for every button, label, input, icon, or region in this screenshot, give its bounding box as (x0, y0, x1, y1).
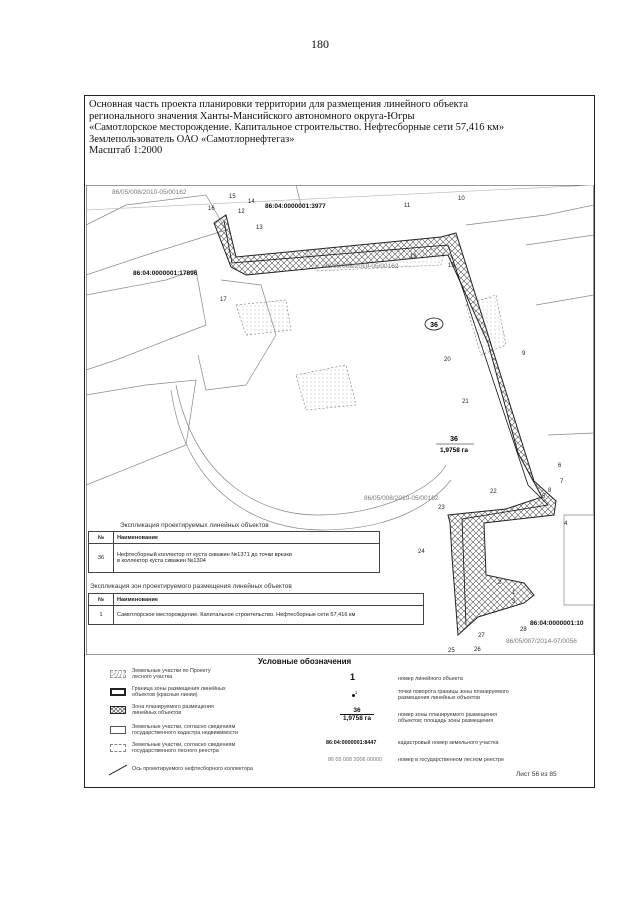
point-23: 23 (438, 505, 445, 511)
legend-swatch-forest-registry (110, 744, 126, 752)
legend-item-1-line-1: Земельные участки по Проекту (132, 668, 211, 674)
legend-text-zone-2: объектов; площадь зоны размещения (398, 718, 494, 725)
point-17: 17 (220, 297, 227, 303)
cadastral-label-left: 86:04:0000001:17896 (133, 270, 198, 277)
legend-item-forest-registry (132, 742, 235, 754)
legend-item-3-line-2: линейных объектов (132, 710, 182, 717)
objects-row-name-line-2: в коллектор куста скважин №1304 (117, 558, 206, 564)
point-11: 11 (404, 203, 411, 209)
legend-swatch-zone-boundary (110, 688, 126, 696)
sheet-header (89, 99, 504, 157)
point-20: 20 (444, 357, 451, 363)
point-19: 19 (448, 263, 455, 269)
legend-sym-forest-number: 86 05 008 2006 00000 (328, 757, 382, 763)
legend-text-forest-number: номер в государственном лесном реестре (398, 757, 505, 763)
point-15: 15 (229, 194, 236, 200)
legend-swatch-planned-zone (110, 706, 126, 714)
point-4: 4 (564, 521, 568, 527)
objects-table (88, 531, 380, 573)
legend-item-3-line-1: Зона планируемого размещения (132, 704, 214, 710)
point-2: 2 (498, 580, 502, 586)
header-line-1: Основная часть проекта планировки территории для размещения линейного объекта (89, 99, 469, 110)
point-27: 27 (478, 633, 485, 639)
zones-col-name: Наименование (114, 594, 424, 606)
legend-text-zone (398, 712, 497, 724)
legend-text-turning-point-1: точки поворота границы зоны планируемого (398, 689, 509, 695)
point-26: 26 (474, 647, 481, 653)
cadastral-label-top-left: 86/05/008/2010-05/00162 (112, 189, 187, 196)
objects-row-num: 36 (89, 544, 114, 573)
zones-col-num: № (89, 594, 114, 606)
point-6: 6 (558, 463, 562, 469)
legend-sym-zone (340, 707, 374, 722)
point-24: 24 (418, 549, 425, 555)
cadastral-label-right: 86/05/008/2010-05/00162 (364, 495, 439, 502)
legend-item-forest-project (132, 668, 211, 680)
objects-row-name-line-1: Нефтесборный коллектор от куста скважин №1371 до точки врезки (117, 552, 292, 558)
cadastral-label-bottom-gray: 86/05/007/2014-07/0056 (506, 638, 577, 645)
zones-row-num: 1 (89, 606, 114, 625)
zone-number: 36 (430, 322, 438, 329)
cadastral-label-mid: 86/05/008/2010-05/00162 (324, 263, 399, 270)
legend-item-4-line-1: Земельные участки, согласно сведениям (132, 724, 236, 730)
legend-item-pipeline-axis: Ось проектируемого нефтесборного коллектора (132, 766, 253, 772)
legend-item-5-line-1: Земельные участки, согласно сведениям (132, 742, 236, 748)
legend-sym-turning-point-num: 1 (355, 690, 358, 695)
legend-item-4-line-2: государственного кадастра недвижимости (132, 730, 239, 737)
legend-item-1-line-2: лесного участка (132, 674, 173, 681)
point-1: 1 (512, 590, 516, 596)
legend-title: Условные обозначения (258, 657, 352, 666)
point-25: 25 (448, 648, 455, 654)
page-number: 180 (311, 37, 329, 51)
header-line-4: Землепользователь ОАО «Самотлорнефтегаз» (89, 133, 295, 145)
legend-item-planned-zone (132, 704, 214, 716)
point-16: 16 (208, 206, 215, 212)
zones-row-name: Самотлорское месторождение. Капитальное строительство. Нефтесборные сети 57,416 км (114, 606, 424, 625)
point-8: 8 (548, 488, 552, 494)
point-14: 14 (248, 199, 255, 205)
objects-col-num: № (89, 532, 114, 544)
legend-swatch-pipeline-axis (108, 764, 128, 776)
point-18: 18 (410, 254, 417, 260)
point-3: 3 (512, 599, 516, 605)
point-13: 13 (256, 225, 263, 231)
legend-swatch-cadastre (110, 726, 126, 734)
objects-table-title: Экспликация проектируемых линейных объектов (120, 522, 269, 529)
legend-sym-cadastral: 86:04:0000001:8447 (326, 740, 377, 746)
legend-swatch-forest-project (110, 670, 126, 678)
point-22: 22 (490, 489, 497, 495)
legend-sym-object-number: 1 (350, 672, 356, 682)
legend-text-cadastral: кадастровый номер земельного участка (398, 740, 499, 746)
legend-text-turning-point (398, 689, 509, 701)
zone-label-area: 1,9758 га (439, 447, 469, 454)
point-9: 9 (522, 351, 526, 357)
objects-col-name: Наименование (114, 532, 380, 544)
legend-sym-zone-num: 36 (353, 707, 361, 714)
legend-item-2-line-1: Граница зоны размещения линейных (132, 686, 226, 692)
legend-item-2-line-2: объектов (красные линии) (132, 692, 198, 699)
legend-item-5-line-2: государственного лесного реестра (132, 748, 219, 755)
legend-item-zone-boundary (132, 686, 226, 698)
legend-item-cadastre (132, 724, 238, 736)
legend-sym-zone-area: 1,9758 га (340, 714, 374, 722)
legend-text-object-number: номер линейного объекта (398, 676, 463, 682)
header-line-3: «Самотлорское месторождение. Капитальное строительство. Нефтесборные сети 57,416 км» (89, 122, 505, 134)
header-line-2: регионального значения Ханты-Мансийского автономного округа-Югры (89, 110, 415, 122)
objects-row-name (114, 544, 380, 573)
point-7: 7 (560, 479, 564, 485)
point-12: 12 (238, 209, 245, 215)
zones-table-title: Экспликация зон проектируемого размещения линейных объектов (90, 583, 292, 590)
legend-text-turning-point-2: размещения линейных объектов (398, 695, 481, 702)
zone-label-num: 36 (450, 436, 458, 443)
cadastral-label-top: 86:04:0000001:3977 (265, 203, 326, 210)
zones-table (88, 593, 424, 625)
sheet-number: Лист 56 из 85 (516, 771, 557, 778)
cadastral-label-bottom: 86:04:0000001:10 (530, 620, 584, 627)
legend-sym-turning-point (352, 690, 357, 699)
point-28: 28 (520, 627, 527, 633)
point-21: 21 (462, 399, 469, 405)
point-10: 10 (458, 196, 465, 202)
legend-text-zone-1: номер зоны планируемого размещения (398, 712, 497, 718)
point-5: 5 (542, 494, 546, 500)
header-line-5: Масштаб 1:2000 (89, 145, 163, 157)
